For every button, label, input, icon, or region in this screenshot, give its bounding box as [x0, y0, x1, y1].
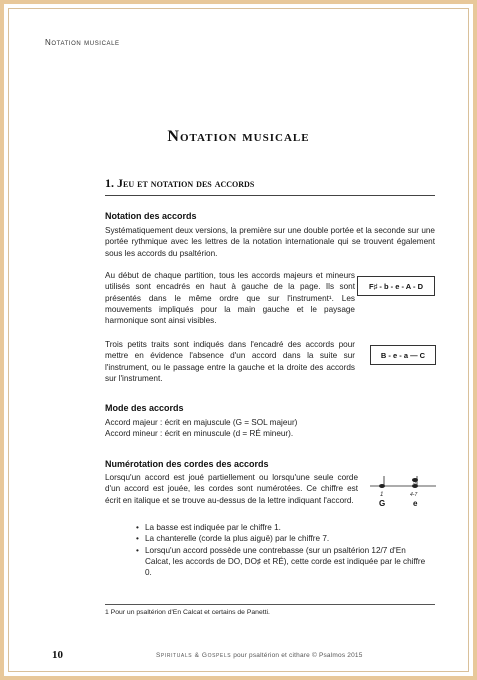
footnote: 1 Pour un psaltérion d'En Calcat et certains de Panetti. — [105, 609, 270, 616]
string-number-list — [136, 522, 428, 578]
footnote-rule — [105, 604, 435, 605]
heading-notation: Notation des accords — [105, 211, 197, 221]
heading-strings: Numérotation des cordes des accords — [105, 459, 269, 469]
chord-box-1: F♯ - b - e - A - D — [357, 276, 435, 296]
page-number: 10 — [52, 649, 63, 661]
page-footer — [156, 652, 363, 659]
string-number-2-top: 5 — [413, 480, 416, 486]
chord-box-2: B - e - a — C — [370, 345, 436, 365]
mode-major: Accord majeur : écrit en majuscule (G = SOL majeur) — [105, 418, 298, 427]
list-item: • La chanterelle (corde la plus aiguë) par le chiffre 7. — [136, 533, 428, 544]
para-notation-3: Trois petits traits sont indiqués dans l'encadré des accords pour mettre en évidence l'absence d'un accord dans la suite sur l'instrument, ou le passage entre la gauche et la droite des accords sur l'instrument. — [105, 340, 355, 383]
footer-series: Spirituals & Gospels — [156, 652, 232, 659]
chord-letter-1: G — [379, 499, 386, 508]
document-page — [8, 8, 469, 672]
running-head: Notation musicale — [45, 38, 120, 47]
heading-modes: Mode des accords — [105, 403, 184, 413]
string-number-1: 1 — [380, 492, 384, 498]
para-strings: Lorsqu'un accord est joué partiellement ou lorsqu'une seule corde d'un accord est jouée, les cordes sont numérotées. Ce chiffre est écrit en italique et se trouve au-dessus de la lettre indiquant l'accord. — [105, 473, 358, 505]
footer-rest: pour psaltérion et cithare © Psalmos 2015 — [231, 652, 363, 659]
list-item: • Lorsqu'un accord possède une contrebasse (sur un psaltérion 12/7 d'En Calcat, les accords de DO, DO♯ et RÉ), cette corde est indiquée par le chiffre 0. — [136, 545, 428, 579]
list-item: • La basse est indiquée par le chiffre 1. — [136, 522, 428, 533]
para-notation-1: Systématiquement deux versions, la première sur une double portée et la seconde sur une portée rythmique avec les lettres de la notation internationale qui se trouvent également sous les accords du psaltérion. — [105, 226, 435, 258]
page-title: Notation musicale — [167, 128, 310, 145]
section-rule — [105, 195, 435, 196]
mode-minor: Accord mineur : écrit en minuscule (d = RÉ mineur). — [105, 429, 294, 438]
chord-letter-2: e — [413, 499, 418, 508]
string-number-2-bottom: 4-7 — [410, 492, 418, 498]
section-title: 1. Jeu et notation des accords — [105, 176, 255, 190]
para-notation-2: Au début de chaque partition, tous les accords majeurs et mineurs utilisés sont encadrés en haut à gauche de la page. Ils sont présentés dans le même ordre que sur l'instrument¹. Les mouvements impliqués pour la main gauche et le paysage harmonique sont ainsi visibles. — [105, 271, 355, 326]
rhythm-staff-example — [370, 476, 440, 516]
note-1 — [379, 476, 385, 488]
